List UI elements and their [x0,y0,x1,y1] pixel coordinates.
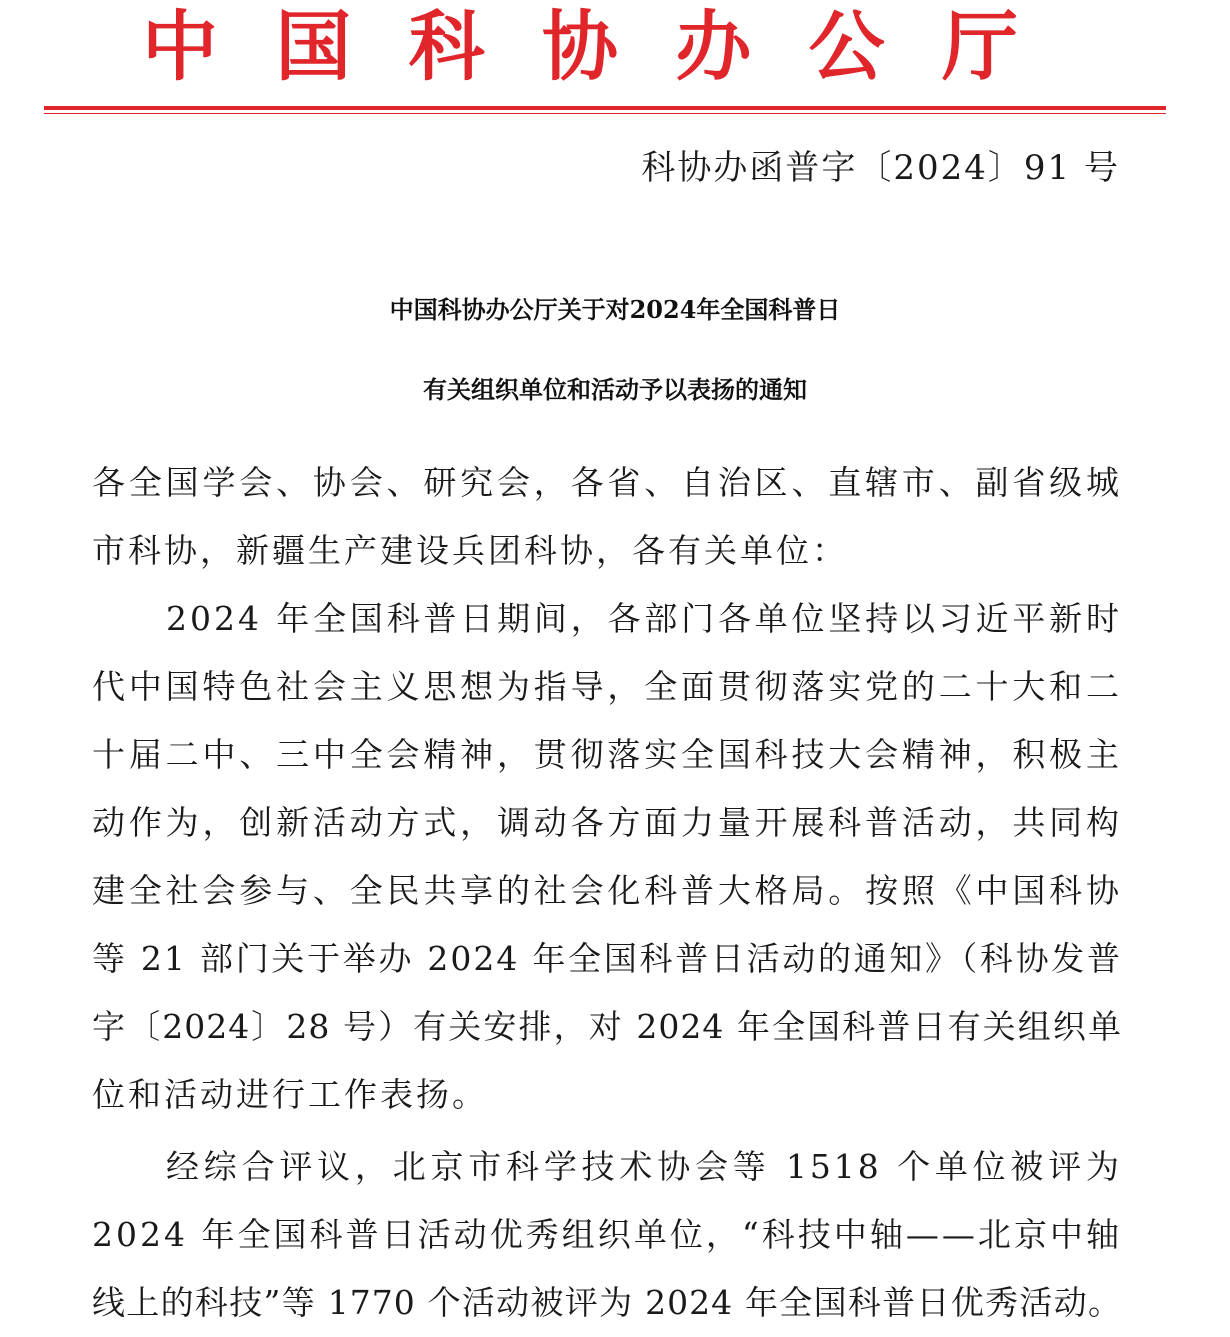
title-line: 中国科协办公厅关于对2024年全国科普日 [389,295,841,324]
paragraph-line: 动作为，创新活动方式，调动各方面力量开展科普活动，共同构 [92,803,1122,842]
org-char: 协 [541,2,618,91]
title-line: 有关组织单位和活动予以表扬的通知 [423,375,807,404]
paragraph-line: 等 21 部门关于举办 2024 年全国科普日活动的通知》（科协发普 [92,939,1122,978]
paragraph-line: 2024 年全国科普日期间，各部门各单位坚持以习近平新时 [166,599,1122,638]
addressee-line: 各全国学会、协会、研究会，各省、自治区、直辖市、副省级城 [92,463,1122,502]
red-header-rule [44,106,1166,110]
issuing-organization-header [130,2,1030,92]
org-char: 中 [142,2,218,91]
paragraph-line: 经综合评议，北京市科学技术协会等 1518 个单位被评为 [166,1147,1122,1186]
org-char: 科 [408,2,485,91]
org-char: 厅 [941,2,1018,91]
paragraph-line: 代中国特色社会主义思想为指导，全面贯彻落实党的二十大和二 [92,667,1122,706]
paragraph-line: 位和活动进行工作表扬。 [92,1075,488,1114]
red-header-rule-thin [44,113,1166,114]
paragraph-line: 建全社会参与、全民共享的社会化科普大格局。按照《中国科协 [92,871,1122,910]
document-title [0,270,1230,430]
org-char: 办 [675,2,752,91]
document-number: 科协办函普字〔2024〕91 号 [641,148,1120,188]
paragraph-line: 线上的科技”等 1770 个活动被评为 2024 年全国科普日优秀活动。 [92,1283,1122,1322]
paragraph-line: 字〔2024〕28 号）有关安排，对 2024 年全国科普日有关组织单 [92,1007,1122,1046]
paragraph-line: 十届二中、三中全会精神，贯彻落实全国科技大会精神，积极主 [92,735,1122,774]
addressee-line: 市科协，新疆生产建设兵团科协，各有关单位： [92,531,848,570]
org-char: 公 [808,2,885,91]
org-char: 国 [275,2,352,91]
document-body [92,449,1122,1337]
paragraph-line: 2024 年全国科普日活动优秀组织单位，“科技中轴——北京中轴 [92,1215,1122,1254]
